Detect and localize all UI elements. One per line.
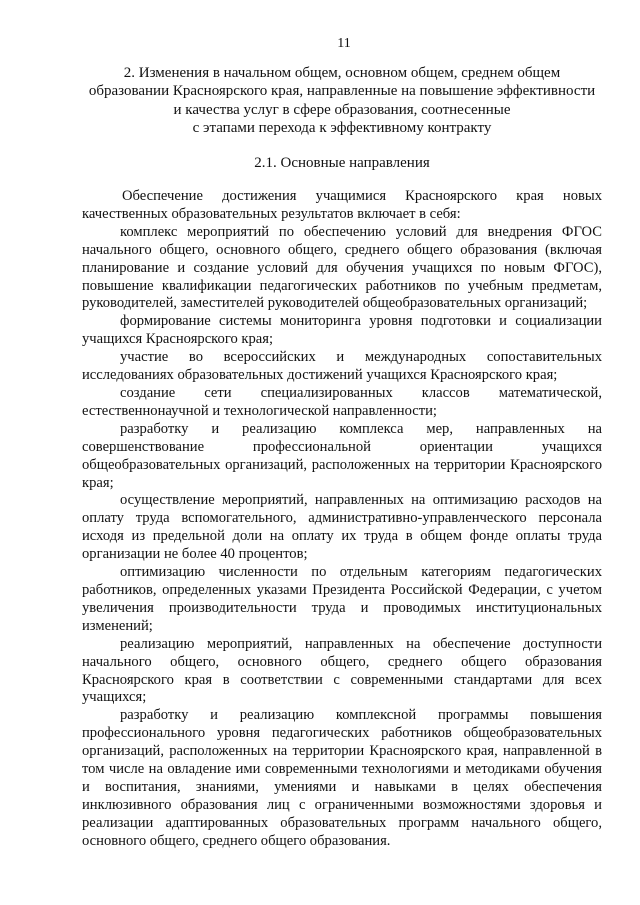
section-heading-line: с этапами перехода к эффективному контракту — [192, 120, 492, 137]
section-heading-line: и качества услуг в сфере образования, соотнесенные — [173, 101, 511, 118]
list-item: осуществление мероприятий, направленных на оптимизацию расходов на оплату труда вспомогательного, административно-управленческого персонала исходя из предельной доли на оплату их труда в общем фонде оплаты труда организации не более 40 процентов; — [82, 492, 602, 563]
section-heading — [82, 64, 602, 138]
list-item: оптимизацию численности по отдельным категориям педагогических работников, определенных указами Президента Российской Федерации, с учетом увеличения производительности труда и проводимых институциональных изменений; — [82, 564, 602, 634]
list-item: разработку и реализацию комплекса мер, направленных на совершенствование профессиональной ориентации учащихся общеобразовательных организаций, расположенных на территории Красноярского края; — [82, 420, 602, 491]
list-item: участие во всероссийских и международных сопоставительных исследованиях образовательных достижений учащихся Красноярского края; — [82, 349, 602, 384]
list-item: создание сети специализированных классов математической, естественнонаучной и технологической направленности; — [82, 385, 602, 419]
subsection-heading: 2.1. Основные направления — [254, 154, 430, 171]
list-item: комплекс мероприятий по обеспечению условий для внедрения ФГОС начального общего, основного общего, среднего общего образования (включая планирование и создание условий для обучения учащихся по новым ФГОС), повышение квалификации педагогических работников по учебным предметам, руководителей, заместителей руководителей общеобразовательных организаций; — [82, 223, 602, 312]
list-item: разработку и реализацию комплексной программы повышения профессионального уровня педагогических работников общеобразовательных организаций, расположенных на территории Красноярского края, направленной в том числе на овладение ими современными технологиями и методиками обучения и воспитания, знаниями, умениями и навыками в целях обеспечения инклюзивного образования лиц с ограниченными возможностями здоровья и реализации адаптированных образовательных программ начального общего, основного общего, среднего общего образования. — [82, 707, 602, 849]
page-number: 11 — [337, 36, 351, 51]
intro-paragraph: Обеспечение достижения учащимися Красноярского края новых качественных образовательных результатов включает в себя: — [82, 188, 602, 222]
list-item: реализацию мероприятий, направленных на обеспечение доступности начального общего, основного общего, среднего общего образования Красноярского края в соответствии с современными стандартами для всех учащихся; — [82, 635, 602, 706]
body-text — [82, 188, 602, 851]
section-heading-line: 2. Изменения в начальном общем, основном общем, среднем общем — [123, 65, 561, 81]
list-item: формирование системы мониторинга уровня подготовки и социализации учащихся Красноярского края; — [82, 313, 602, 348]
section-heading-line: образовании Красноярского края, направленные на повышение эффективности — [88, 83, 596, 100]
